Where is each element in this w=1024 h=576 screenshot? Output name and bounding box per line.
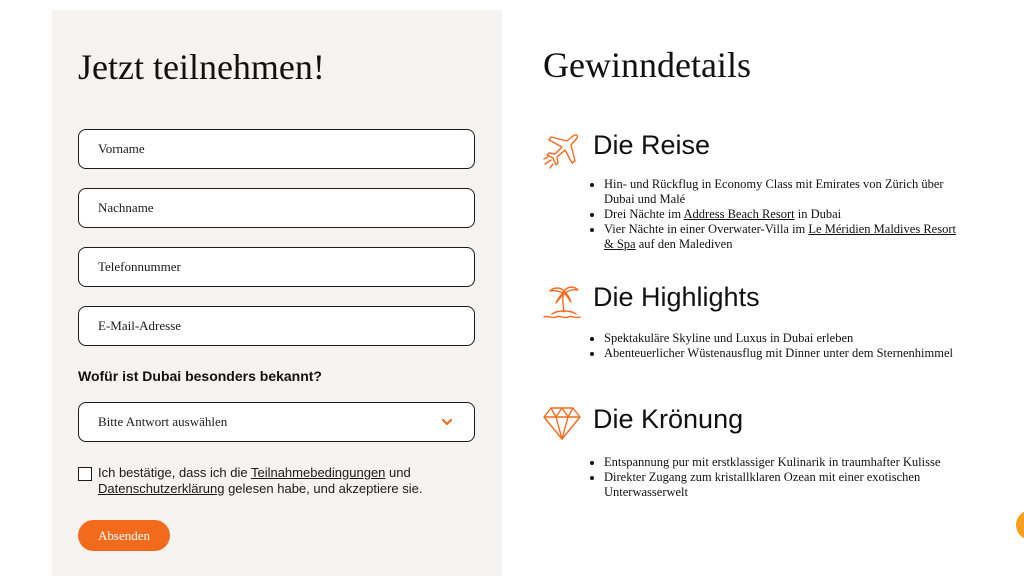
answer-select-label: Bitte Antwort auswählen xyxy=(98,414,228,429)
consent-row xyxy=(78,465,458,497)
form-title: Jetzt teilnehmen! xyxy=(78,47,325,87)
last-name-field[interactable] xyxy=(78,188,475,228)
list-item xyxy=(604,470,968,500)
airplane-icon xyxy=(542,130,582,170)
list-item-text: in Dubai xyxy=(794,207,842,221)
consent-text-part: Ich bestätige, dass ich die xyxy=(98,465,251,480)
floating-chat-button[interactable] xyxy=(1016,510,1024,540)
list-item-text: Abenteuerlicher Wüstenausflug mit Dinner unter dem Sternenhimmel xyxy=(604,346,953,360)
section-list xyxy=(588,177,968,252)
address-beach-resort-link[interactable]: Address Beach Resort xyxy=(683,207,795,221)
list-item xyxy=(604,346,968,361)
privacy-link[interactable]: Datenschutzerklärung xyxy=(98,481,225,496)
terms-link[interactable]: Teilnahmebedingungen xyxy=(250,465,386,480)
section-list xyxy=(588,455,968,500)
consent-text xyxy=(98,465,423,497)
first-name-field[interactable] xyxy=(78,129,475,169)
list-item-text: Spektakuläre Skyline und Luxus in Dubai erleben xyxy=(604,331,854,345)
list-item xyxy=(604,331,968,346)
list-item-text: Entspannung pur mit erstklassiger Kulinarik in traumhafter Kulisse xyxy=(604,455,941,469)
answer-select[interactable] xyxy=(78,402,475,442)
list-item-text: Vier Nächte in einer Overwater-Villa im xyxy=(604,222,809,236)
quiz-question: Wofür ist Dubai besonders bekannt? xyxy=(78,368,322,384)
phone-field[interactable] xyxy=(78,247,475,287)
entry-form-panel xyxy=(52,10,502,576)
chevron-down-icon xyxy=(440,415,454,429)
section-list xyxy=(588,331,968,361)
list-item-text: auf den Malediven xyxy=(635,237,733,251)
section-title: Die Reise xyxy=(593,130,711,160)
list-item xyxy=(604,455,968,470)
consent-checkbox[interactable] xyxy=(78,467,92,481)
list-item xyxy=(604,222,968,252)
list-item-text: Drei Nächte im xyxy=(604,207,684,221)
palm-island-icon xyxy=(542,282,582,322)
list-item xyxy=(604,207,968,222)
consent-text-part: gelesen habe, und akzeptiere sie. xyxy=(224,481,423,496)
section-title: Die Highlights xyxy=(593,282,760,312)
list-item xyxy=(604,177,968,207)
le-meridien-link[interactable]: Le Méridien Maldives Resort & Spa xyxy=(604,222,956,251)
details-title: Gewinndetails xyxy=(543,45,751,85)
list-item-text: Hin- und Rückflug in Economy Class mit Emirates von Zürich über Dubai und Malé xyxy=(604,177,944,206)
consent-text-part: und xyxy=(385,465,411,480)
submit-button[interactable]: Absenden xyxy=(78,520,170,551)
email-field[interactable] xyxy=(78,306,475,346)
diamond-icon xyxy=(542,404,582,444)
section-title: Die Krönung xyxy=(593,404,744,434)
list-item-text: Direkter Zugang zum kristallklaren Ozean mit einer exotischen Unterwasserwelt xyxy=(604,470,921,499)
